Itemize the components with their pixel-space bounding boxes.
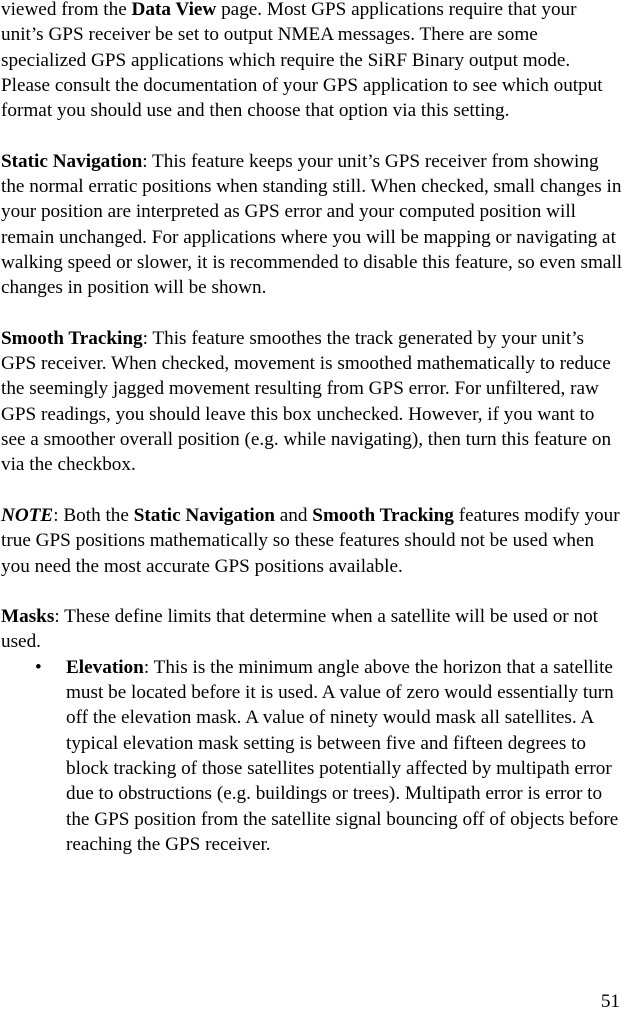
elevation-term: Elevation — [66, 656, 144, 678]
data-view-term: Data View — [131, 0, 217, 20]
smooth-tracking-paragraph — [1, 326, 623, 478]
text: : These define limits that determine when a satellite will be used or not used. — [1, 606, 598, 653]
text: : This is the minimum angle above the horizon that a satellite must be located before it is used. A value of zero would essentially turn off the elevation mask. A value of ninety would mask all satellites. A typical elevation mask setting is between five and fifteen degrees to block tracking of those satellites potentially affected by multipath error due to obstructions (e.g. buildings or trees). Multipath error is error to the GPS position from the satellite signal bouncing off of objects before reaching the GPS receiver. — [66, 656, 619, 855]
list-item-elevation — [1, 655, 623, 857]
masks-list — [1, 655, 623, 857]
static-navigation-paragraph — [1, 149, 623, 301]
text: features modify your true GPS positions mathematically so these features should not be used when you need the most accurate GPS positions available. — [1, 504, 620, 577]
masks-paragraph — [1, 604, 623, 655]
text: : This feature smoothes the track generated by your unit’s GPS receiver. When checked, movement is smoothed mathematically to reduce the seemingly jagged movement resulting from GPS error. For unfiltered, raw GPS readings, you should leave this box unchecked. However, if you want to see a smoother overall position (e.g. while navigating), then turn this feature on via the checkbox. — [1, 327, 612, 476]
bullet-icon: • — [35, 656, 42, 678]
smooth-tracking-ref: Smooth Tracking — [312, 504, 454, 526]
text: and — [274, 504, 313, 526]
text: page. Most GPS applications require that your unit’s GPS receiver be set to output NMEA messages. There are some specialized GPS applications which require the SiRF Binary output mode. Please consult the documentation of your GPS application to see which output format you should use and then choose that option via this setting. — [1, 0, 603, 122]
smooth-tracking-term: Smooth Tracking — [1, 327, 143, 349]
static-navigation-ref: Static Navigation — [133, 504, 275, 526]
static-navigation-term: Static Navigation — [1, 150, 143, 172]
intro-paragraph — [1, 0, 623, 123]
document-page — [1, 0, 623, 857]
text: : Both the — [53, 504, 134, 526]
page-number: 51 — [600, 991, 620, 1012]
text: viewed from the — [1, 0, 132, 20]
text: : This feature keeps your unit’s GPS receiver from showing the normal erratic positions when standing still. When checked, small changes in your position are interpreted as GPS error and your computed position will remain unchanged. For applications where you will be mapping or navigating at walking speed or slower, it is recommended to disable this feature, so even small changes in position will be shown. — [1, 150, 623, 299]
note-term: NOTE — [1, 504, 54, 526]
masks-term: Masks — [1, 606, 55, 628]
note-paragraph — [1, 503, 623, 579]
